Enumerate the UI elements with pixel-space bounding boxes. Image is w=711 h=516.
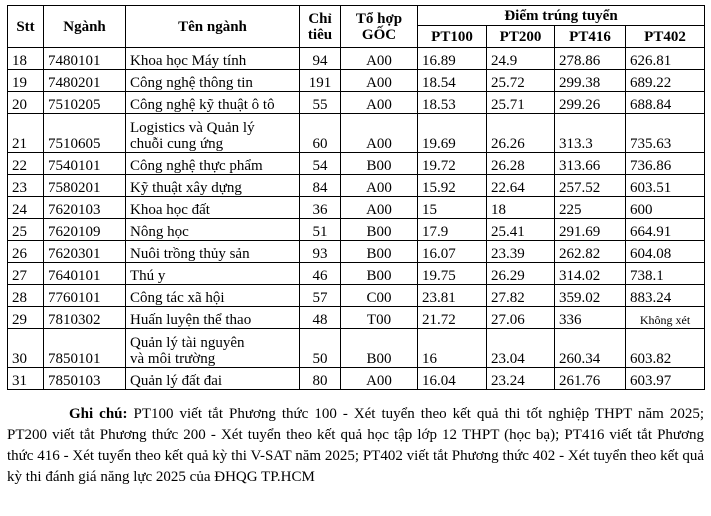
cell-ma-nganh: 7540101 — [44, 153, 126, 175]
cell-ma-nganh: 7760101 — [44, 285, 126, 307]
cell-pt402: 689.22 — [626, 70, 705, 92]
cell-stt: 22 — [8, 153, 44, 175]
cell-ten-nganh: Nuôi trồng thủy sản — [126, 241, 300, 263]
cell-pt416: 257.52 — [555, 175, 626, 197]
table-row — [8, 114, 705, 153]
header-to-hop-line2: GỐC — [361, 26, 397, 43]
cell-ma-nganh: 7850101 — [44, 329, 126, 368]
cell-chi-tieu: 80 — [300, 368, 341, 390]
cell-pt200: 22.64 — [487, 175, 555, 197]
cell-chi-tieu: 48 — [300, 307, 341, 329]
cell-pt416: 260.34 — [555, 329, 626, 368]
cell-ma-nganh: 7480101 — [44, 48, 126, 70]
table-row — [8, 329, 705, 368]
cell-pt100: 21.72 — [418, 307, 487, 329]
header-stt: Stt — [8, 6, 44, 48]
header-to-hop — [341, 6, 418, 48]
cell-to-hop: T00 — [341, 307, 418, 329]
cell-stt: 24 — [8, 197, 44, 219]
cell-pt200: 25.41 — [487, 219, 555, 241]
table-row — [8, 219, 705, 241]
cell-ten-nganh: Công tác xã hội — [126, 285, 300, 307]
cell-pt402: Không xét — [626, 307, 705, 329]
cell-pt200: 25.71 — [487, 92, 555, 114]
cell-to-hop: A00 — [341, 368, 418, 390]
table-row — [8, 70, 705, 92]
cell-ten-nganh: Công nghệ thực phẩm — [126, 153, 300, 175]
cell-pt100: 23.81 — [418, 285, 487, 307]
footnote — [7, 404, 704, 488]
cell-to-hop: A00 — [341, 70, 418, 92]
header-chi-tieu-line2: tiêu — [307, 26, 333, 43]
cell-pt100: 17.9 — [418, 219, 487, 241]
cell-pt100: 19.72 — [418, 153, 487, 175]
admission-table-container — [7, 5, 704, 390]
table-row — [8, 368, 705, 390]
cell-pt100: 19.69 — [418, 114, 487, 153]
table-row — [8, 175, 705, 197]
header-nganh: Ngành — [44, 6, 126, 48]
cell-chi-tieu: 54 — [300, 153, 341, 175]
header-diem-trung-tuyen: Điểm trúng tuyển — [418, 6, 705, 26]
cell-pt200: 26.26 — [487, 114, 555, 153]
cell-stt: 18 — [8, 48, 44, 70]
cell-ten-nganh: Huấn luyện thể thao — [126, 307, 300, 329]
cell-to-hop: A00 — [341, 175, 418, 197]
cell-pt416: 278.86 — [555, 48, 626, 70]
cell-ten-nganh-line2: chuỗi cung ứng — [130, 136, 224, 152]
cell-ma-nganh: 7510605 — [44, 114, 126, 153]
cell-ten-nganh-line2: và môi trường — [130, 351, 216, 367]
cell-pt402: 626.81 — [626, 48, 705, 70]
cell-pt416: 225 — [555, 197, 626, 219]
cell-pt402: 603.51 — [626, 175, 705, 197]
cell-to-hop: B00 — [341, 219, 418, 241]
header-pt200: PT200 — [487, 26, 555, 48]
cell-pt200: 23.39 — [487, 241, 555, 263]
cell-stt: 26 — [8, 241, 44, 263]
cell-pt200: 26.28 — [487, 153, 555, 175]
table-row — [8, 285, 705, 307]
table-row — [8, 241, 705, 263]
cell-pt200: 23.24 — [487, 368, 555, 390]
cell-chi-tieu: 93 — [300, 241, 341, 263]
table-row — [8, 92, 705, 114]
cell-chi-tieu: 36 — [300, 197, 341, 219]
table-row — [8, 153, 705, 175]
cell-pt402: 604.08 — [626, 241, 705, 263]
header-pt416: PT416 — [555, 26, 626, 48]
cell-pt402: 664.91 — [626, 219, 705, 241]
table-row — [8, 307, 705, 329]
cell-pt100: 15.92 — [418, 175, 487, 197]
cell-chi-tieu: 46 — [300, 263, 341, 285]
table-row — [8, 263, 705, 285]
cell-chi-tieu: 50 — [300, 329, 341, 368]
cell-pt402: 736.86 — [626, 153, 705, 175]
header-pt100: PT100 — [418, 26, 487, 48]
cell-pt100: 18.54 — [418, 70, 487, 92]
table-row — [8, 197, 705, 219]
cell-ma-nganh: 7640101 — [44, 263, 126, 285]
cell-stt: 31 — [8, 368, 44, 390]
cell-pt100: 18.53 — [418, 92, 487, 114]
cell-chi-tieu: 191 — [300, 70, 341, 92]
cell-pt200: 23.04 — [487, 329, 555, 368]
cell-pt416: 299.38 — [555, 70, 626, 92]
cell-ma-nganh: 7480201 — [44, 70, 126, 92]
footnote-label: Ghi chú: — [69, 406, 128, 422]
header-to-hop-line1: Tổ hợp — [355, 10, 403, 27]
cell-ten-nganh: Khoa học Máy tính — [126, 48, 300, 70]
cell-ten-nganh-line1: Quản lý tài nguyên — [130, 335, 245, 351]
table-row — [8, 48, 705, 70]
cell-pt100: 16.04 — [418, 368, 487, 390]
cell-ma-nganh: 7810302 — [44, 307, 126, 329]
cell-chi-tieu: 60 — [300, 114, 341, 153]
cell-chi-tieu: 51 — [300, 219, 341, 241]
header-pt402: PT402 — [626, 26, 705, 48]
cell-pt402: 688.84 — [626, 92, 705, 114]
cell-chi-tieu: 94 — [300, 48, 341, 70]
cell-to-hop: B00 — [341, 329, 418, 368]
cell-ten-nganh: Thú y — [126, 263, 300, 285]
cell-pt402: 600 — [626, 197, 705, 219]
cell-ten-nganh — [126, 114, 300, 153]
cell-ten-nganh — [126, 329, 300, 368]
cell-ma-nganh: 7620301 — [44, 241, 126, 263]
cell-pt100: 19.75 — [418, 263, 487, 285]
cell-stt: 25 — [8, 219, 44, 241]
cell-ma-nganh: 7850103 — [44, 368, 126, 390]
cell-ma-nganh: 7580201 — [44, 175, 126, 197]
cell-stt: 30 — [8, 329, 44, 368]
cell-stt: 27 — [8, 263, 44, 285]
cell-to-hop: A00 — [341, 92, 418, 114]
cell-pt100: 16.89 — [418, 48, 487, 70]
cell-pt402: 738.1 — [626, 263, 705, 285]
cell-pt416: 313.3 — [555, 114, 626, 153]
cell-pt200: 27.82 — [487, 285, 555, 307]
cell-stt: 21 — [8, 114, 44, 153]
cell-pt402: 603.82 — [626, 329, 705, 368]
cell-to-hop: A00 — [341, 48, 418, 70]
cell-pt416: 262.82 — [555, 241, 626, 263]
cell-pt200: 18 — [487, 197, 555, 219]
cell-ma-nganh: 7510205 — [44, 92, 126, 114]
cell-ten-nganh: Quản lý đất đai — [126, 368, 300, 390]
cell-pt200: 24.9 — [487, 48, 555, 70]
cell-ten-nganh-line1: Logistics và Quản lý — [130, 120, 255, 136]
cell-stt: 28 — [8, 285, 44, 307]
cell-to-hop: C00 — [341, 285, 418, 307]
cell-ten-nganh: Công nghệ thông tin — [126, 70, 300, 92]
cell-pt416: 291.69 — [555, 219, 626, 241]
cell-pt402: 603.97 — [626, 368, 705, 390]
cell-to-hop: B00 — [341, 153, 418, 175]
cell-stt: 29 — [8, 307, 44, 329]
cell-pt402: 883.24 — [626, 285, 705, 307]
cell-pt416: 261.76 — [555, 368, 626, 390]
cell-to-hop: A00 — [341, 114, 418, 153]
cell-pt402: 735.63 — [626, 114, 705, 153]
cell-pt200: 25.72 — [487, 70, 555, 92]
cell-ten-nganh: Nông học — [126, 219, 300, 241]
cell-stt: 23 — [8, 175, 44, 197]
admission-score-table — [7, 5, 705, 390]
cell-stt: 20 — [8, 92, 44, 114]
header-chi-tieu-line1: Chỉ — [308, 10, 332, 27]
header-chi-tieu — [300, 6, 341, 48]
cell-to-hop: B00 — [341, 263, 418, 285]
cell-pt200: 26.29 — [487, 263, 555, 285]
cell-pt416: 336 — [555, 307, 626, 329]
table-body — [8, 48, 705, 390]
cell-ten-nganh: Công nghệ kỹ thuật ô tô — [126, 92, 300, 114]
cell-pt416: 299.26 — [555, 92, 626, 114]
header-row-top — [8, 6, 705, 26]
cell-stt: 19 — [8, 70, 44, 92]
cell-pt100: 16.07 — [418, 241, 487, 263]
cell-pt100: 15 — [418, 197, 487, 219]
cell-ma-nganh: 7620103 — [44, 197, 126, 219]
cell-ten-nganh: Khoa học đất — [126, 197, 300, 219]
cell-chi-tieu: 55 — [300, 92, 341, 114]
cell-ten-nganh: Kỹ thuật xây dựng — [126, 175, 300, 197]
footnote-text: PT100 viết tắt Phương thức 100 - Xét tuyển theo kết quả thi tốt nghiệp THPT năm 2025; PT200 viết tắt Phương thức 200 - Xét tuyển theo kết quả học tập lớp 12 THPT (học bạ); PT416 viết tắt Phương thức 416 - Xét tuyển theo kết quả kỳ thi V-SAT năm 2025; PT402 viết tắt Phương thức 402 - Xét tuyển theo kết quả kỳ thi đánh giá năng lực 2025 của ĐHQG TP.HCM — [7, 406, 704, 485]
cell-to-hop: A00 — [341, 197, 418, 219]
cell-pt416: 314.02 — [555, 263, 626, 285]
cell-pt416: 359.02 — [555, 285, 626, 307]
cell-to-hop: B00 — [341, 241, 418, 263]
cell-chi-tieu: 84 — [300, 175, 341, 197]
cell-pt200: 27.06 — [487, 307, 555, 329]
cell-chi-tieu: 57 — [300, 285, 341, 307]
cell-ma-nganh: 7620109 — [44, 219, 126, 241]
cell-pt100: 16 — [418, 329, 487, 368]
header-ten-nganh: Tên ngành — [126, 6, 300, 48]
cell-pt416: 313.66 — [555, 153, 626, 175]
